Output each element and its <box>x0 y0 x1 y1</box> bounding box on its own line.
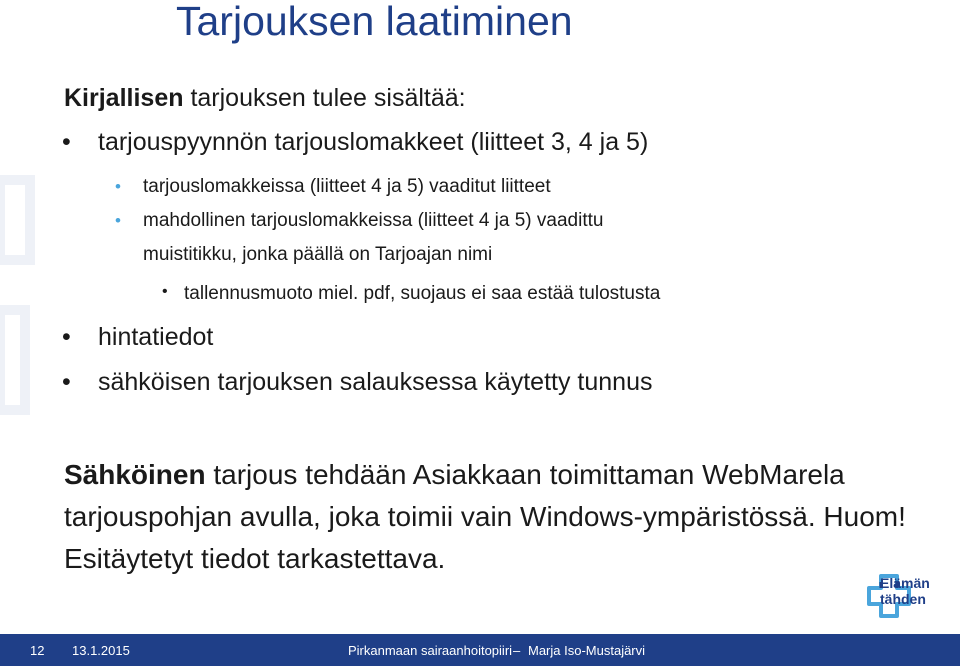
page-number: 12 <box>30 643 45 658</box>
sub-bullet-text: muistitikku, jonka päällä on Tarjoajan nimi <box>143 244 493 265</box>
para-rest: tarjous tehdään Asiakkaan toimittaman WebMarela tarjouspohjan avulla, joka toimii vain Windows-ympäristössä. Huom! Esitäytetyt tiedot tarkastettava. <box>64 459 906 574</box>
sub-bullet-text: tarjouslomakkeissa (liitteet 4 ja 5) vaaditut liitteet <box>143 176 551 197</box>
footer-bar <box>0 634 960 666</box>
intro-bold-word: Kirjallisen <box>64 84 184 112</box>
intro-rest: tarjouksen tulee sisältää: <box>183 84 466 112</box>
sub-bullet-text: mahdollinen tarjouslomakkeissa (liitteet 4 ja 5) vaadittu <box>143 210 604 231</box>
slide-title: Tarjouksen laatiminen <box>176 0 573 44</box>
intro-line <box>64 84 466 113</box>
logo-text <box>880 575 930 607</box>
bullet-text: hintatiedot <box>98 323 214 351</box>
sub-bullet-marker: • <box>115 177 121 196</box>
footer-author: Marja Iso-Mustajärvi <box>528 643 646 658</box>
logo-line2: tähden <box>880 591 926 607</box>
footer-separator: – <box>513 643 521 658</box>
footer-date: 13.1.2015 <box>72 643 130 658</box>
bullet-text: sähköisen tarjouksen salauksessa käytetty tunnus <box>98 368 653 396</box>
logo-line1: Elämän <box>880 575 930 591</box>
background-cross-watermark <box>0 150 40 450</box>
footer-organization: Pirkanmaan sairaanhoitopiiri <box>348 643 513 658</box>
sub-sub-bullet-text: tallennusmuoto miel. pdf, suojaus ei saa estää tulostusta <box>184 283 661 304</box>
sub-bullet-marker: • <box>115 211 121 230</box>
closing-paragraph <box>64 454 924 580</box>
bullet-text: tarjouspyynnön tarjouslomakkeet (liitteet 3, 4 ja 5) <box>98 128 649 156</box>
para-bold-word: Sähköinen <box>64 459 206 490</box>
